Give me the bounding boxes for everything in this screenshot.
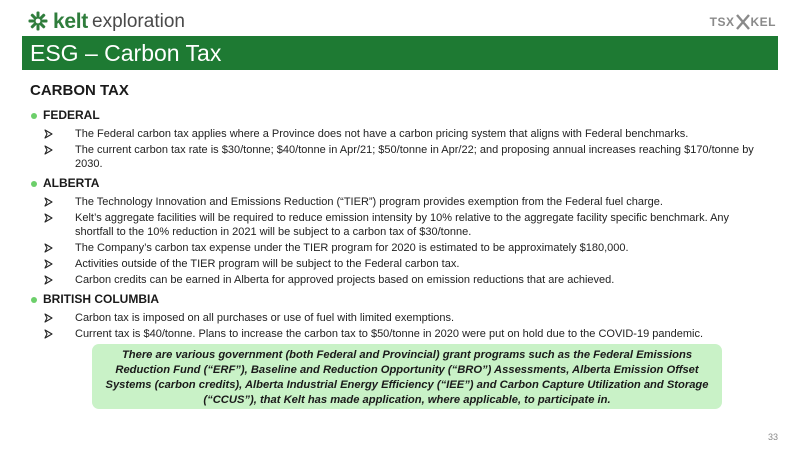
ticker-x-mark-icon	[736, 14, 750, 30]
list-item	[44, 143, 770, 171]
kelt-snowflake-logo-icon	[28, 11, 48, 31]
bullet-list	[44, 127, 770, 171]
arrow-bullet-icon	[44, 275, 54, 285]
list-item	[44, 195, 770, 209]
list-item-text: The Federal carbon tax applies where a Province does not have a carbon pricing system that aligns with Federal benchmarks.	[75, 128, 689, 140]
ticker-exchange: TSX	[709, 15, 735, 29]
group-federal	[30, 108, 770, 171]
list-item	[44, 257, 770, 271]
group-heading	[30, 108, 770, 123]
grant-programs-callout: There are various government (both Federal and Provincial) grant programs such as the Federal Emissions Reduction Fund (“ERF”), Baseline and Reduction Opportunity (“BRO”) Assessments, Alberta Emission Offset Systems (carbon credits), Alberta Industrial Energy Efficiency (“IEE”) and Carbon Capture Utilization and Storage (“CCUS”), that Kelt has made application, where applicable, to participate in.	[92, 344, 722, 409]
logo-brand-bold: kelt	[53, 9, 88, 33]
logo-brand-light: exploration	[92, 10, 185, 32]
list-item	[44, 211, 770, 239]
list-item	[44, 273, 770, 287]
title-bar	[22, 36, 778, 70]
list-item-text: The current carbon tax rate is $30/tonne; $40/tonne in Apr/21; $50/tonne in Apr/22; and proposing annual increases reaching $170/tonne by 2030.	[75, 144, 754, 170]
bullet-list	[44, 195, 770, 287]
arrow-bullet-icon	[44, 329, 54, 339]
stock-ticker	[710, 12, 776, 32]
list-item	[44, 241, 770, 255]
list-item	[44, 127, 770, 141]
group-heading	[30, 176, 770, 191]
bullet-dot-icon	[31, 113, 37, 119]
page-number: 33	[767, 432, 778, 442]
list-item-text: The Technology Innovation and Emissions Reduction (“TIER”) program provides exemption from the Federal fuel charge.	[75, 196, 663, 208]
ticker-symbol: KEL	[750, 15, 776, 29]
list-item-text: Activities outside of the TIER program will be subject to the Federal carbon tax.	[75, 258, 460, 270]
list-item-text: Current tax is $40/tonne. Plans to increase the carbon tax to $50/tonne in 2020 were put on hold due to the COVID-19 pandemic.	[75, 328, 704, 340]
arrow-bullet-icon	[44, 197, 54, 207]
list-item	[44, 311, 770, 325]
group-heading-label: BRITISH COLUMBIA	[43, 292, 159, 306]
arrow-bullet-icon	[44, 243, 54, 253]
bullet-list	[44, 311, 770, 341]
list-item-text: The Company’s carbon tax expense under the TIER program for 2020 is estimated to be approximately $180,000.	[75, 242, 629, 254]
arrow-bullet-icon	[44, 213, 54, 223]
group-british-columbia	[30, 292, 770, 341]
group-heading	[30, 292, 770, 307]
list-item-text: Kelt’s aggregate facilities will be required to reduce emission intensity by 10% relative to the aggregate facility specific benchmark. Any shortfall to the 10% reduction in 2021 will be subject to a carbon tax of $30/tonne.	[75, 212, 730, 238]
company-logo	[28, 8, 185, 34]
arrow-bullet-icon	[44, 129, 54, 139]
arrow-bullet-icon	[44, 145, 54, 155]
arrow-bullet-icon	[44, 259, 54, 269]
bullet-dot-icon	[31, 297, 37, 303]
bullet-dot-icon	[31, 181, 37, 187]
list-item-text: Carbon credits can be earned in Alberta for approved projects based on emission reductions that are achieved.	[75, 274, 615, 286]
list-item	[44, 327, 770, 341]
group-heading-label: ALBERTA	[43, 176, 100, 190]
page-title: ESG – Carbon Tax	[30, 40, 222, 66]
group-alberta	[30, 176, 770, 287]
arrow-bullet-icon	[44, 313, 54, 323]
section-title: CARBON TAX	[30, 82, 129, 99]
group-heading-label: FEDERAL	[43, 108, 100, 122]
slide-content	[30, 82, 770, 343]
list-item-text: Carbon tax is imposed on all purchases or use of fuel with limited exemptions.	[75, 312, 455, 324]
